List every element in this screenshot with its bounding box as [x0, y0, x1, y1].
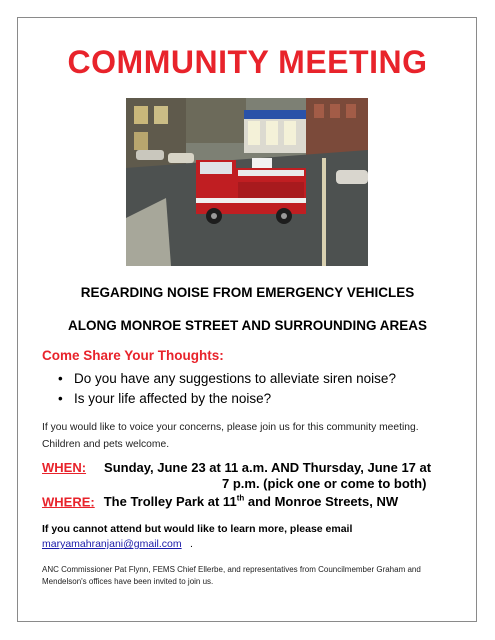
where-label: WHERE: [42, 494, 95, 510]
contact-email-link[interactable]: maryamahranjani@gmail.com [42, 538, 182, 550]
when-details-line-1: Sunday, June 23 at 11 a.m. AND Thursday, June 17 at [104, 460, 432, 475]
cannot-attend-text: If you cannot attend but would like to learn more, please email [42, 523, 353, 535]
bullet-icon: • [58, 371, 63, 386]
intro-paragraph [42, 419, 462, 453]
subject-heading-line-1: REGARDING NOISE FROM EMERGENCY VEHICLES [80, 285, 415, 300]
footer-line-1: ANC Commissioner Pat Flynn, FEMS Chief Ellerbe, and representatives from Councilmember Graham and [42, 565, 421, 574]
share-thoughts-heading: Come Share Your Thoughts: [42, 348, 224, 363]
question-list [58, 369, 396, 409]
email-period: . [190, 538, 193, 550]
intro-line-2: Children and pets welcome. [42, 439, 170, 450]
when-label: WHEN: [42, 460, 87, 475]
when-details-line-2: 7 p.m. (pick one or come to both) [222, 476, 427, 491]
where-location: The Trolley Park at 11th and Monroe Streets, NW [103, 494, 399, 510]
footer-line-2: Mendelson's offices have been invited to join us. [42, 576, 214, 586]
list-item: • Is your life affected by the noise? [58, 389, 396, 409]
list-item: • Do you have any suggestions to alleviate siren noise? [58, 369, 396, 389]
flyer-title: COMMUNITY MEETING [67, 44, 428, 80]
when-row [42, 460, 431, 475]
subject-heading-line-2: ALONG MONROE STREET AND SURROUNDING AREAS [67, 318, 427, 333]
bullet-icon: • [58, 391, 63, 406]
intro-line-1: If you would like to voice your concerns, please join us for this community meeting. [42, 422, 419, 433]
where-row [42, 494, 398, 509]
invited-officials-note [42, 564, 452, 587]
fire-engine-photo [126, 98, 368, 266]
